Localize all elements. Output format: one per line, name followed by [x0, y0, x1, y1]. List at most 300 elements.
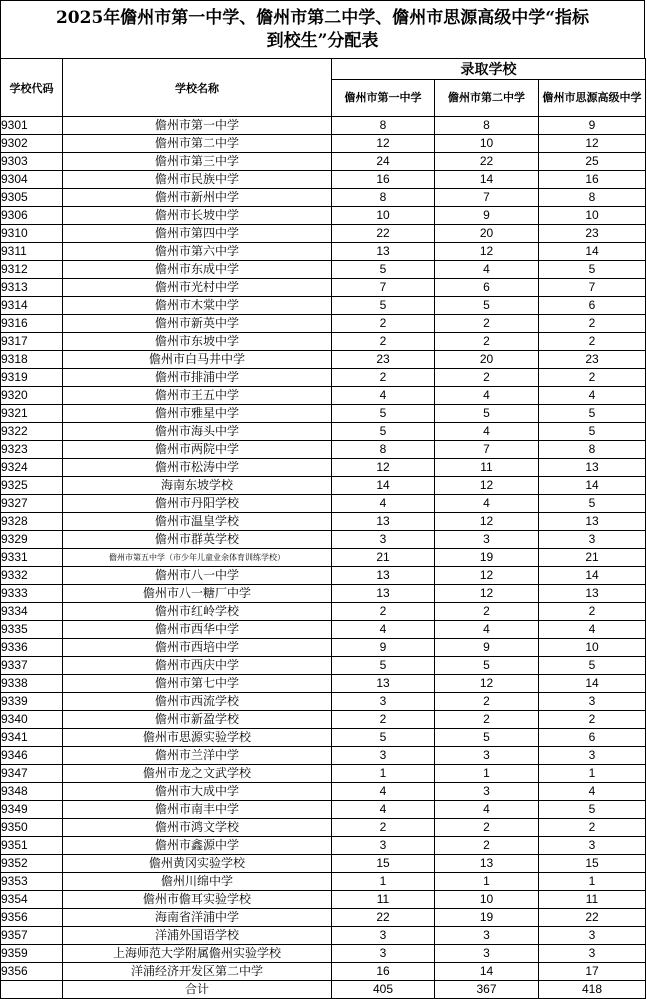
quota-siyuan-cell: 17	[539, 963, 646, 981]
quota-no1-cell: 5	[332, 729, 435, 747]
quota-siyuan-cell: 15	[539, 855, 646, 873]
school-name-cell: 儋州市松涛中学	[63, 459, 332, 477]
school-code-cell: 9338	[1, 675, 63, 693]
school-name-cell: 儋州市思源实验学校	[63, 729, 332, 747]
quota-no2-cell: 14	[435, 171, 539, 189]
quota-no2-cell: 4	[435, 801, 539, 819]
school-code-cell: 9324	[1, 459, 63, 477]
quota-siyuan-cell: 3	[539, 747, 646, 765]
quota-no1-cell: 5	[332, 405, 435, 423]
school-name-cell: 儋州市八一中学	[63, 567, 332, 585]
table-row	[1, 675, 646, 693]
quota-no1-cell: 8	[332, 117, 435, 135]
quota-no2-cell: 5	[435, 297, 539, 315]
school-code-cell: 9313	[1, 279, 63, 297]
quota-siyuan-cell: 4	[539, 783, 646, 801]
quota-no2-cell: 2	[435, 603, 539, 621]
school-name-cell: 上海师范大学附属儋州实验学校	[63, 945, 332, 963]
table-row	[1, 801, 646, 819]
school-name-cell: 儋州市王五中学	[63, 387, 332, 405]
table-row	[1, 855, 646, 873]
quota-no2-cell: 19	[435, 909, 539, 927]
table-row	[1, 153, 646, 171]
school-name-cell: 儋州市第四中学	[63, 225, 332, 243]
school-name-cell: 儋州市新英中学	[63, 315, 332, 333]
school-code-cell: 9348	[1, 783, 63, 801]
quota-no2-cell: 3	[435, 531, 539, 549]
school-code-cell: 9335	[1, 621, 63, 639]
quota-siyuan-cell: 22	[539, 909, 646, 927]
quota-no1-cell: 22	[332, 909, 435, 927]
total-row	[1, 981, 646, 999]
quota-siyuan-cell: 5	[539, 801, 646, 819]
quota-siyuan-cell: 23	[539, 351, 646, 369]
school-name-cell: 儋州市排浦中学	[63, 369, 332, 387]
school-code-cell: 9337	[1, 657, 63, 675]
table-row	[1, 621, 646, 639]
quota-siyuan-cell: 3	[539, 927, 646, 945]
school-name-cell: 儋州市东成中学	[63, 261, 332, 279]
quota-siyuan-cell: 14	[539, 477, 646, 495]
table-row	[1, 693, 646, 711]
total-col-1: 405	[332, 981, 435, 999]
quota-siyuan-cell: 1	[539, 873, 646, 891]
table-row	[1, 963, 646, 981]
table-row	[1, 639, 646, 657]
quota-no2-cell: 4	[435, 387, 539, 405]
school-name-cell: 儋州市八一糖厂中学	[63, 585, 332, 603]
quota-no1-cell: 5	[332, 297, 435, 315]
quota-no1-cell: 2	[332, 603, 435, 621]
quota-no1-cell: 9	[332, 639, 435, 657]
school-code-cell: 9323	[1, 441, 63, 459]
table-row	[1, 837, 646, 855]
quota-no2-cell: 3	[435, 783, 539, 801]
school-name-cell: 洋浦经济开发区第二中学	[63, 963, 332, 981]
quota-no2-cell: 12	[435, 243, 539, 261]
school-name-cell: 儋州市第二中学	[63, 135, 332, 153]
quota-siyuan-cell: 14	[539, 675, 646, 693]
school-name-cell: 儋州市西华中学	[63, 621, 332, 639]
quota-no1-cell: 13	[332, 585, 435, 603]
quota-no1-cell: 24	[332, 153, 435, 171]
quota-no1-cell: 21	[332, 549, 435, 567]
table-row	[1, 585, 646, 603]
school-name-cell: 儋州市红岭学校	[63, 603, 332, 621]
table-row	[1, 333, 646, 351]
quota-no1-cell: 3	[332, 837, 435, 855]
school-name-cell: 儋州市第六中学	[63, 243, 332, 261]
quota-no1-cell: 13	[332, 675, 435, 693]
quota-no2-cell: 20	[435, 351, 539, 369]
school-code-cell: 9351	[1, 837, 63, 855]
quota-no2-cell: 13	[435, 855, 539, 873]
school-name-cell: 海南东坡学校	[63, 477, 332, 495]
quota-no2-cell: 3	[435, 927, 539, 945]
table-row	[1, 783, 646, 801]
quota-no2-cell: 19	[435, 549, 539, 567]
quota-siyuan-cell: 5	[539, 495, 646, 513]
school-code-cell: 9325	[1, 477, 63, 495]
quota-no1-cell: 2	[332, 333, 435, 351]
school-name-cell: 儋州市第三中学	[63, 153, 332, 171]
table-row	[1, 711, 646, 729]
school-name-cell: 儋州市长坡中学	[63, 207, 332, 225]
quota-no2-cell: 5	[435, 729, 539, 747]
quota-no1-cell: 3	[332, 747, 435, 765]
quota-no2-cell: 2	[435, 333, 539, 351]
school-code-cell: 9356	[1, 909, 63, 927]
school-code-cell: 9319	[1, 369, 63, 387]
school-code-cell: 9340	[1, 711, 63, 729]
quota-siyuan-cell: 10	[539, 639, 646, 657]
school-name-cell: 儋州市光村中学	[63, 279, 332, 297]
table-row	[1, 567, 646, 585]
header-school-code: 学校代码	[1, 59, 63, 117]
school-code-cell: 9356	[1, 963, 63, 981]
quota-siyuan-cell: 6	[539, 729, 646, 747]
school-name-cell: 儋州市鸿文学校	[63, 819, 332, 837]
quota-no2-cell: 4	[435, 423, 539, 441]
quota-no1-cell: 22	[332, 225, 435, 243]
quota-no1-cell: 13	[332, 243, 435, 261]
school-code-cell: 9331	[1, 549, 63, 567]
table-row	[1, 261, 646, 279]
quota-no2-cell: 2	[435, 819, 539, 837]
quota-no1-cell: 23	[332, 351, 435, 369]
quota-siyuan-cell: 8	[539, 441, 646, 459]
table-row	[1, 225, 646, 243]
school-name-cell: 儋州市群英学校	[63, 531, 332, 549]
school-name-cell: 儋州市龙之文武学校	[63, 765, 332, 783]
quota-no2-cell: 9	[435, 639, 539, 657]
quota-siyuan-cell: 14	[539, 243, 646, 261]
quota-no1-cell: 4	[332, 495, 435, 513]
school-code-cell: 9329	[1, 531, 63, 549]
quota-no2-cell: 2	[435, 711, 539, 729]
quota-no1-cell: 10	[332, 207, 435, 225]
school-name-cell: 洋浦外国语学校	[63, 927, 332, 945]
quota-no1-cell: 16	[332, 963, 435, 981]
table-row	[1, 243, 646, 261]
total-label: 合计	[63, 981, 332, 999]
quota-no2-cell: 3	[435, 747, 539, 765]
quota-siyuan-cell: 2	[539, 603, 646, 621]
quota-no2-cell: 12	[435, 477, 539, 495]
table-row	[1, 891, 646, 909]
table-row	[1, 747, 646, 765]
quota-siyuan-cell: 10	[539, 207, 646, 225]
quota-no2-cell: 4	[435, 495, 539, 513]
quota-no2-cell: 2	[435, 369, 539, 387]
quota-siyuan-cell: 21	[539, 549, 646, 567]
table-row	[1, 819, 646, 837]
school-name-cell: 儋州市第五中学（市少年儿童业余体育训练学校）	[63, 549, 332, 567]
quota-no2-cell: 6	[435, 279, 539, 297]
quota-no2-cell: 11	[435, 459, 539, 477]
quota-no1-cell: 3	[332, 927, 435, 945]
school-code-cell: 9353	[1, 873, 63, 891]
quota-no2-cell: 10	[435, 135, 539, 153]
school-code-cell: 9346	[1, 747, 63, 765]
school-code-cell: 9352	[1, 855, 63, 873]
quota-siyuan-cell: 6	[539, 297, 646, 315]
school-name-cell: 儋州市温皇学校	[63, 513, 332, 531]
school-code-cell: 9318	[1, 351, 63, 369]
table-row	[1, 279, 646, 297]
quota-siyuan-cell: 4	[539, 387, 646, 405]
quota-no1-cell: 13	[332, 567, 435, 585]
quota-siyuan-cell: 25	[539, 153, 646, 171]
quota-no1-cell: 16	[332, 171, 435, 189]
quota-no1-cell: 8	[332, 441, 435, 459]
school-name-cell: 儋州市西培中学	[63, 639, 332, 657]
school-code-cell: 9349	[1, 801, 63, 819]
school-name-cell: 儋州市南丰中学	[63, 801, 332, 819]
quota-no2-cell: 7	[435, 189, 539, 207]
school-name-cell: 儋州市大成中学	[63, 783, 332, 801]
school-code-cell: 9327	[1, 495, 63, 513]
school-name-cell: 儋州市两院中学	[63, 441, 332, 459]
school-name-cell: 儋州市雅星中学	[63, 405, 332, 423]
quota-no2-cell: 8	[435, 117, 539, 135]
school-name-cell: 儋州市新盈学校	[63, 711, 332, 729]
school-name-cell: 儋州黄冈实验学校	[63, 855, 332, 873]
quota-siyuan-cell: 2	[539, 369, 646, 387]
school-code-cell: 9341	[1, 729, 63, 747]
quota-siyuan-cell: 9	[539, 117, 646, 135]
quota-no1-cell: 4	[332, 783, 435, 801]
quota-no1-cell: 14	[332, 477, 435, 495]
table-row	[1, 189, 646, 207]
school-name-cell: 海南省洋浦中学	[63, 909, 332, 927]
school-code-cell: 9321	[1, 405, 63, 423]
table-row	[1, 603, 646, 621]
table-row	[1, 369, 646, 387]
quota-siyuan-cell: 3	[539, 531, 646, 549]
quota-no1-cell: 15	[332, 855, 435, 873]
school-name-cell: 儋州市白马井中学	[63, 351, 332, 369]
quota-siyuan-cell: 5	[539, 423, 646, 441]
title-line-1: 2025年儋州市第一中学、儋州市第二中学、儋州市思源高级中学“指标	[55, 7, 590, 28]
total-col-2: 367	[435, 981, 539, 999]
table-row	[1, 657, 646, 675]
school-name-cell: 儋州市东坡中学	[63, 333, 332, 351]
school-code-cell: 9316	[1, 315, 63, 333]
quota-no2-cell: 4	[435, 621, 539, 639]
quota-no2-cell: 22	[435, 153, 539, 171]
quota-no2-cell: 1	[435, 873, 539, 891]
quota-siyuan-cell: 14	[539, 567, 646, 585]
quota-no2-cell: 2	[435, 315, 539, 333]
school-name-cell: 儋州市西流学校	[63, 693, 332, 711]
table-row	[1, 765, 646, 783]
school-name-cell: 儋州市儋耳实验学校	[63, 891, 332, 909]
school-name-cell: 儋州市第一中学	[63, 117, 332, 135]
table-row	[1, 513, 646, 531]
quota-siyuan-cell: 16	[539, 171, 646, 189]
table-row	[1, 927, 646, 945]
quota-no1-cell: 8	[332, 189, 435, 207]
quota-siyuan-cell: 2	[539, 819, 646, 837]
quota-no1-cell: 13	[332, 513, 435, 531]
table-row	[1, 117, 646, 135]
quota-siyuan-cell: 2	[539, 333, 646, 351]
school-code-cell: 9347	[1, 765, 63, 783]
quota-no2-cell: 12	[435, 675, 539, 693]
school-code-cell: 9317	[1, 333, 63, 351]
school-code-cell: 9350	[1, 819, 63, 837]
quota-no1-cell: 3	[332, 531, 435, 549]
quota-no2-cell: 7	[435, 441, 539, 459]
quota-siyuan-cell: 12	[539, 135, 646, 153]
quota-no2-cell: 2	[435, 837, 539, 855]
school-code-cell: 9305	[1, 189, 63, 207]
school-name-cell: 儋州市西庆中学	[63, 657, 332, 675]
quota-siyuan-cell: 5	[539, 405, 646, 423]
quota-siyuan-cell: 13	[539, 459, 646, 477]
school-code-cell: 9359	[1, 945, 63, 963]
school-code-cell: 9333	[1, 585, 63, 603]
quota-no1-cell: 4	[332, 801, 435, 819]
table-row	[1, 549, 646, 567]
table-row	[1, 459, 646, 477]
school-name-cell: 儋州市海头中学	[63, 423, 332, 441]
table-row	[1, 387, 646, 405]
document-title	[0, 0, 645, 59]
header-col-no2-school: 儋州市第二中学	[435, 80, 539, 117]
school-code-cell: 9310	[1, 225, 63, 243]
quota-siyuan-cell: 3	[539, 693, 646, 711]
quota-no1-cell: 12	[332, 135, 435, 153]
quota-siyuan-cell: 7	[539, 279, 646, 297]
table-row	[1, 297, 646, 315]
table-row	[1, 315, 646, 333]
quota-no1-cell: 3	[332, 693, 435, 711]
quota-no1-cell: 4	[332, 387, 435, 405]
table-row	[1, 531, 646, 549]
total-col-3: 418	[539, 981, 646, 999]
quota-no1-cell: 5	[332, 261, 435, 279]
school-code-cell: 9332	[1, 567, 63, 585]
school-name-cell: 儋州市木棠中学	[63, 297, 332, 315]
table-body	[1, 117, 646, 981]
quota-no2-cell: 2	[435, 693, 539, 711]
school-code-cell: 9334	[1, 603, 63, 621]
school-name-cell: 儋州市新州中学	[63, 189, 332, 207]
school-code-cell: 9306	[1, 207, 63, 225]
allocation-table	[0, 58, 646, 999]
quota-no1-cell: 2	[332, 369, 435, 387]
quota-siyuan-cell: 11	[539, 891, 646, 909]
school-code-cell: 9322	[1, 423, 63, 441]
quota-siyuan-cell: 2	[539, 315, 646, 333]
school-code-cell: 9303	[1, 153, 63, 171]
quota-siyuan-cell: 13	[539, 513, 646, 531]
quota-siyuan-cell: 4	[539, 621, 646, 639]
school-name-cell: 儋州市丹阳学校	[63, 495, 332, 513]
quota-no1-cell: 2	[332, 315, 435, 333]
quota-no1-cell: 12	[332, 459, 435, 477]
quota-no1-cell: 2	[332, 711, 435, 729]
table-row	[1, 495, 646, 513]
quota-no2-cell: 3	[435, 945, 539, 963]
table-row	[1, 135, 646, 153]
quota-no2-cell: 9	[435, 207, 539, 225]
table-row	[1, 405, 646, 423]
school-code-cell: 9320	[1, 387, 63, 405]
quota-siyuan-cell: 8	[539, 189, 646, 207]
school-name-cell: 儋州川绵中学	[63, 873, 332, 891]
quota-no2-cell: 12	[435, 567, 539, 585]
school-code-cell: 9354	[1, 891, 63, 909]
quota-siyuan-cell: 5	[539, 657, 646, 675]
school-name-cell: 儋州市民族中学	[63, 171, 332, 189]
quota-no1-cell: 4	[332, 621, 435, 639]
quota-no1-cell: 2	[332, 819, 435, 837]
quota-no2-cell: 12	[435, 513, 539, 531]
quota-siyuan-cell: 3	[539, 945, 646, 963]
header-school-name: 学校名称	[63, 59, 332, 117]
quota-no1-cell: 3	[332, 945, 435, 963]
table-row	[1, 171, 646, 189]
quota-siyuan-cell: 23	[539, 225, 646, 243]
table-row	[1, 423, 646, 441]
header-col-no1-school: 儋州市第一中学	[332, 80, 435, 117]
quota-siyuan-cell: 5	[539, 261, 646, 279]
table-row	[1, 873, 646, 891]
table-row	[1, 477, 646, 495]
quota-no2-cell: 5	[435, 405, 539, 423]
school-code-cell: 9339	[1, 693, 63, 711]
table-row	[1, 207, 646, 225]
quota-no1-cell: 5	[332, 657, 435, 675]
quota-no2-cell: 1	[435, 765, 539, 783]
school-code-cell: 9302	[1, 135, 63, 153]
header-col-siyuan-school: 儋州市思源高级中学	[539, 80, 646, 117]
school-code-cell: 9357	[1, 927, 63, 945]
table-row	[1, 351, 646, 369]
school-code-cell: 9328	[1, 513, 63, 531]
quota-siyuan-cell: 2	[539, 711, 646, 729]
quota-no2-cell: 14	[435, 963, 539, 981]
quota-no2-cell: 12	[435, 585, 539, 603]
school-name-cell: 儋州市鑫源中学	[63, 837, 332, 855]
header-admitting-schools: 录取学校	[332, 59, 646, 80]
table-row	[1, 441, 646, 459]
quota-no1-cell: 5	[332, 423, 435, 441]
table-row	[1, 909, 646, 927]
school-code-cell: 9311	[1, 243, 63, 261]
school-code-cell: 9304	[1, 171, 63, 189]
quota-no1-cell: 11	[332, 891, 435, 909]
school-name-cell: 儋州市兰洋中学	[63, 747, 332, 765]
school-name-cell: 儋州市第七中学	[63, 675, 332, 693]
table-row	[1, 945, 646, 963]
quota-no1-cell: 1	[332, 873, 435, 891]
quota-no2-cell: 10	[435, 891, 539, 909]
quota-siyuan-cell: 3	[539, 837, 646, 855]
quota-siyuan-cell: 13	[539, 585, 646, 603]
title-line-2: 到校生”分配表	[266, 30, 379, 51]
quota-no1-cell: 1	[332, 765, 435, 783]
school-code-cell: 9301	[1, 117, 63, 135]
quota-no2-cell: 20	[435, 225, 539, 243]
school-code-cell: 9336	[1, 639, 63, 657]
school-code-cell: 9312	[1, 261, 63, 279]
quota-no1-cell: 7	[332, 279, 435, 297]
school-code-cell: 9314	[1, 297, 63, 315]
